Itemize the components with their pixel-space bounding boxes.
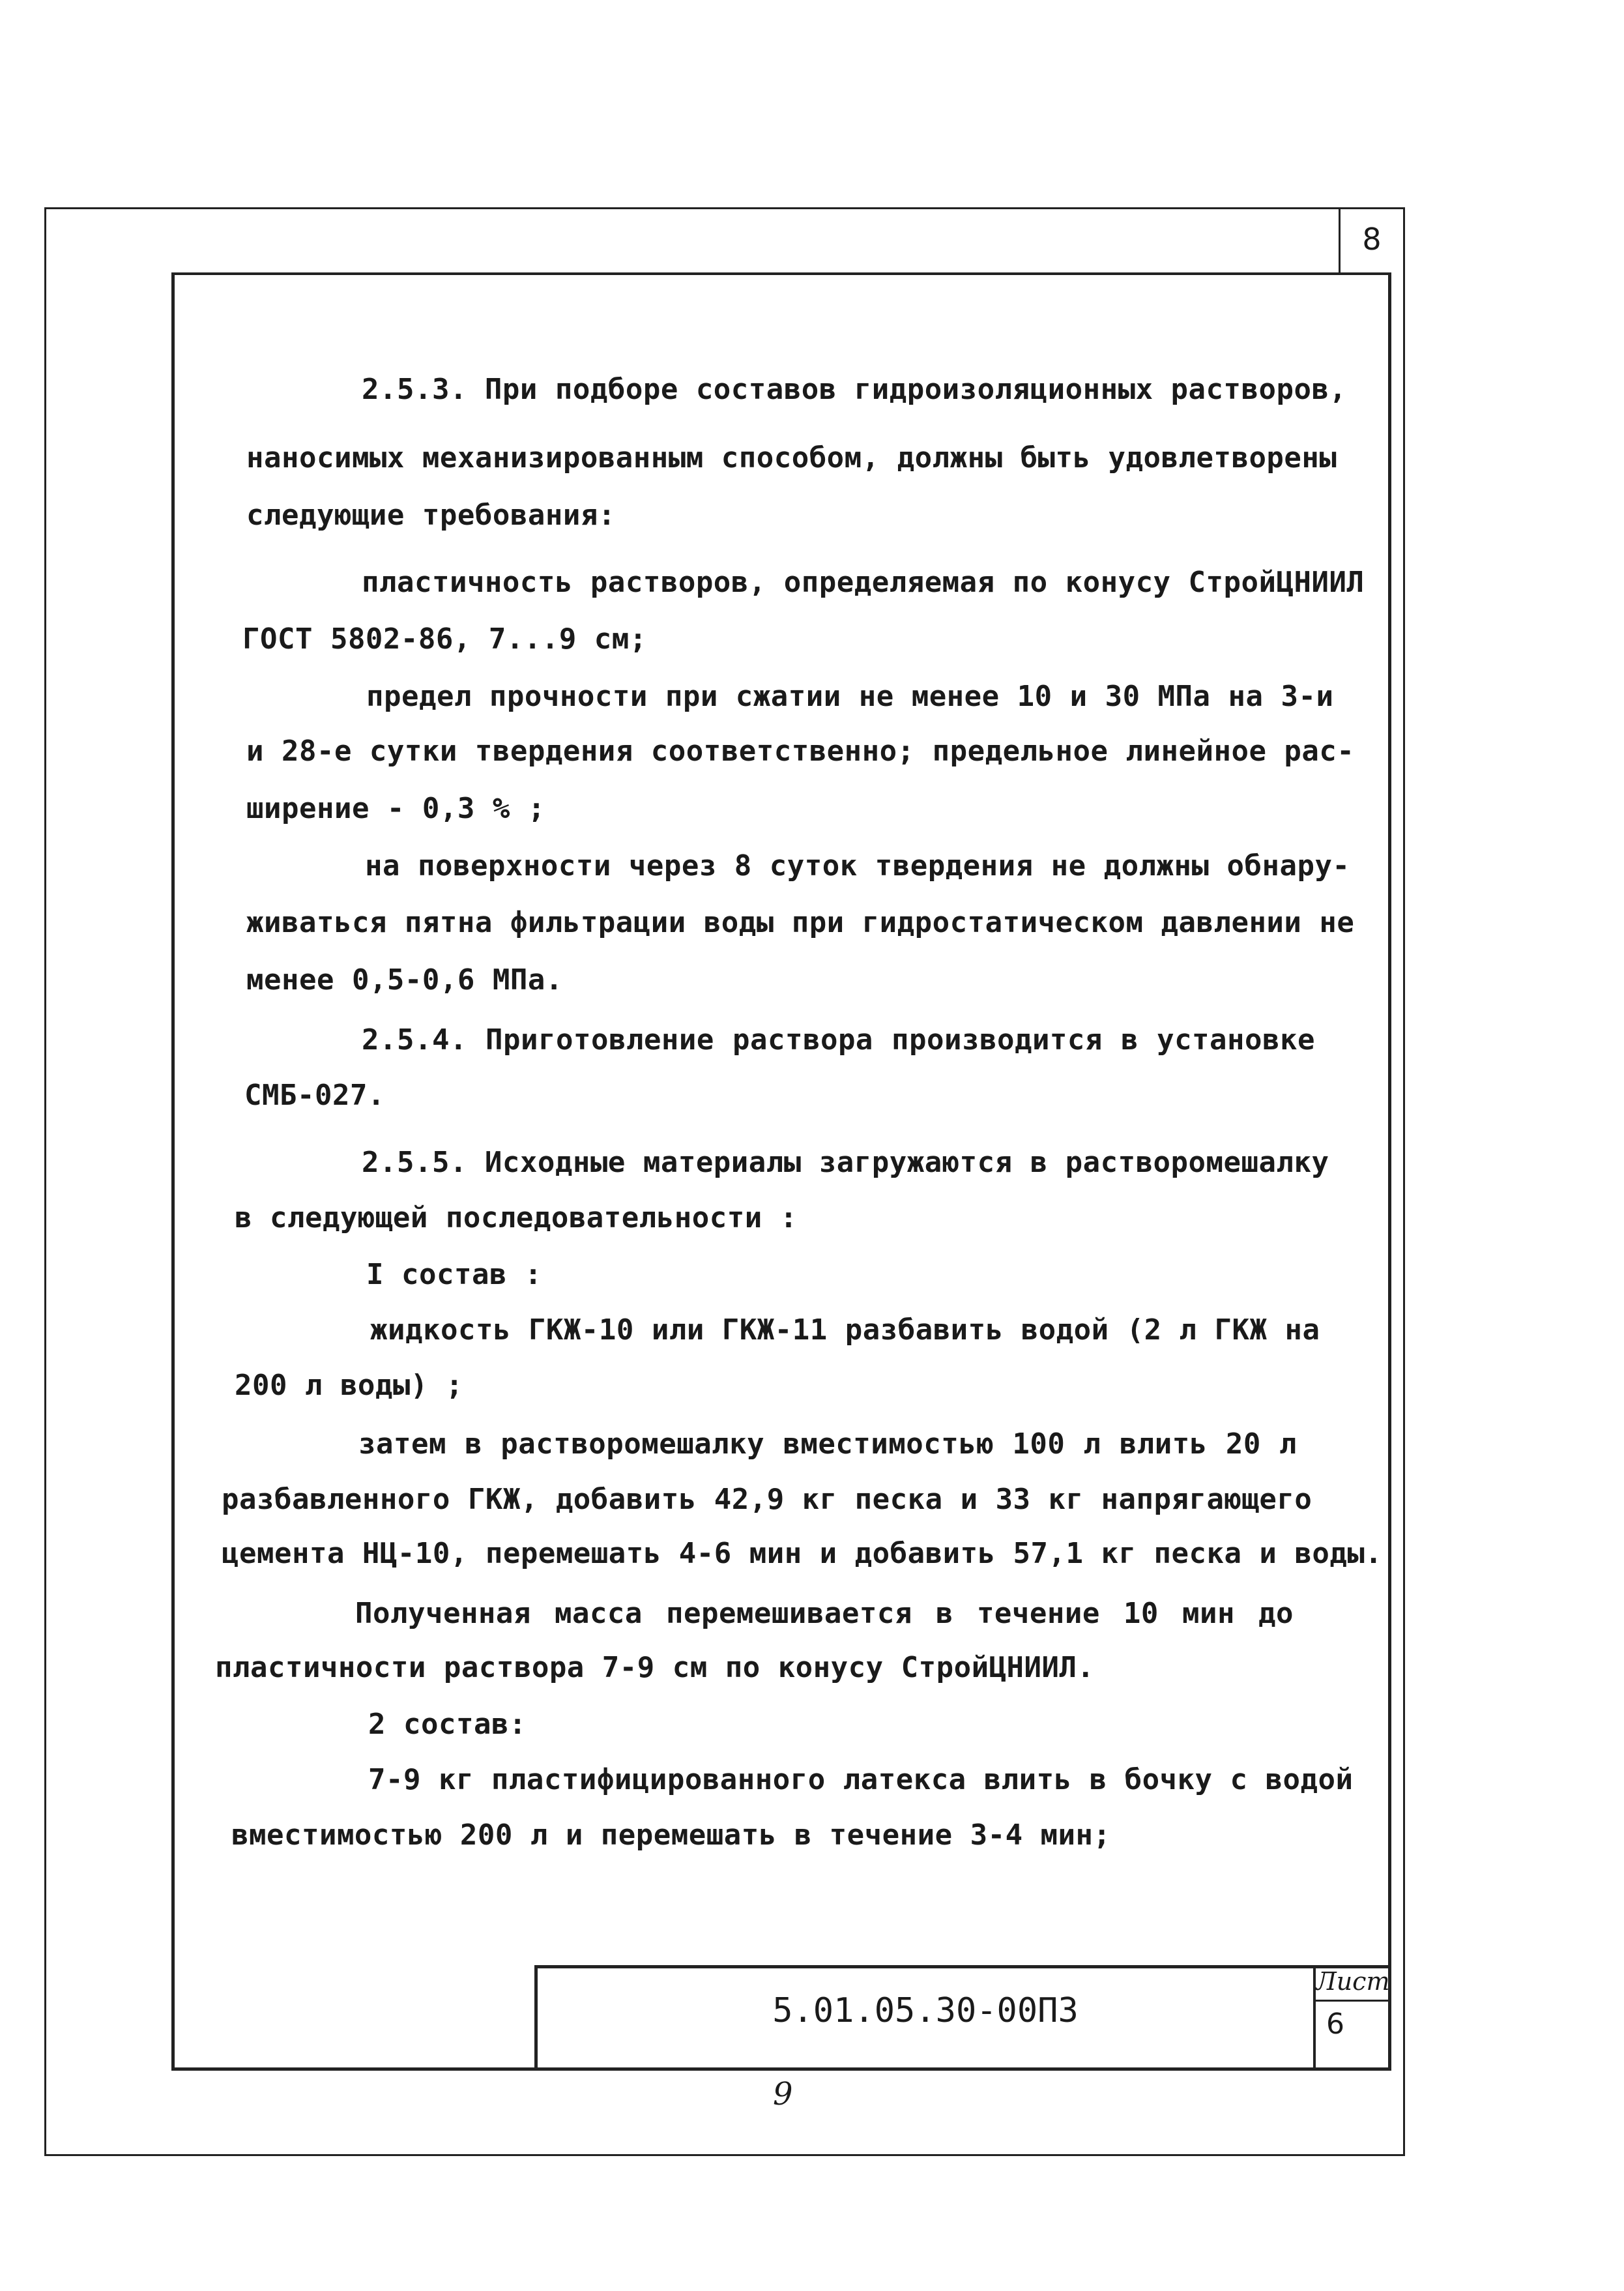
body-line: жидкость ГКЖ-10 или ГКЖ-11 разбавить водой (2 л ГКЖ на — [370, 1313, 1320, 1347]
sheet-number: 6 — [1326, 2007, 1344, 2041]
body-line: 2.5.3. При подборе составов гидроизоляционных растворов, — [362, 373, 1347, 406]
body-line: разбавленного ГКЖ, добавить 42,9 кг песка и 33 кг напрягающего — [222, 1483, 1312, 1516]
body-line: 2.5.4. Приготовление раствора производится в установке — [362, 1023, 1315, 1057]
body-line: менее 0,5-0,6 МПа. — [246, 963, 563, 997]
body-line: затем в растворомешалку вместимостью 100 л влить 20 л — [358, 1427, 1297, 1461]
body-line: вместимостью 200 л и перемешать в течение 3-4 мин; — [231, 1818, 1111, 1852]
body-line: следующие требования: — [246, 499, 616, 532]
body-line: наносимых механизированным способом, должны быть удовлетворены — [246, 441, 1337, 474]
body-line: предел прочности при сжатии не менее 10 и 30 МПа на 3-и — [366, 680, 1334, 713]
body-line: и 28-е сутки твердения соответственно; предельное линейное рас- — [246, 735, 1355, 768]
top-page-number: 8 — [1362, 222, 1382, 257]
document-code: 5.01.05.30-00ПЗ — [772, 1991, 1079, 2030]
body-line: живаться пятна фильтрации воды при гидростатическом давлении не — [246, 906, 1355, 939]
body-line: ГОСТ 5802-86, 7...9 см; — [242, 622, 647, 656]
body-line: I состав : — [366, 1258, 542, 1291]
body-line: 2.5.5. Исходные материалы загружаются в растворомешалку — [362, 1146, 1329, 1179]
body-line: на поверхности через 8 суток твердения не должны обнару- — [365, 849, 1350, 883]
body-line: в следующей последовательности : — [235, 1201, 798, 1234]
body-line: пластичность растворов, определяемая по конусу СтройЦНИИЛ — [362, 566, 1365, 599]
body-line: ширение - 0,3 % ; — [246, 792, 545, 825]
sheet-label: Лист — [1316, 1967, 1390, 1996]
body-line: 200 л воды) ; — [235, 1369, 463, 1402]
sheet-cell-divider — [1313, 2000, 1391, 2002]
body-line: 7-9 кг пластифицированного латекса влить в бочку с водой — [368, 1763, 1354, 1796]
body-line: СМБ-027. — [244, 1079, 385, 1112]
bottom-page-number: 9 — [773, 2076, 793, 2112]
body-line: 2 состав: — [368, 1708, 527, 1741]
body-line: Полученная масса перемешивается в течение 10 мин до — [355, 1597, 1294, 1630]
body-line: пластичности раствора 7-9 см по конусу СтройЦНИИЛ. — [215, 1651, 1095, 1684]
body-line: цемента НЦ-10, перемешать 4-6 мин и добавить 57,1 кг песка и воды. — [222, 1537, 1383, 1570]
